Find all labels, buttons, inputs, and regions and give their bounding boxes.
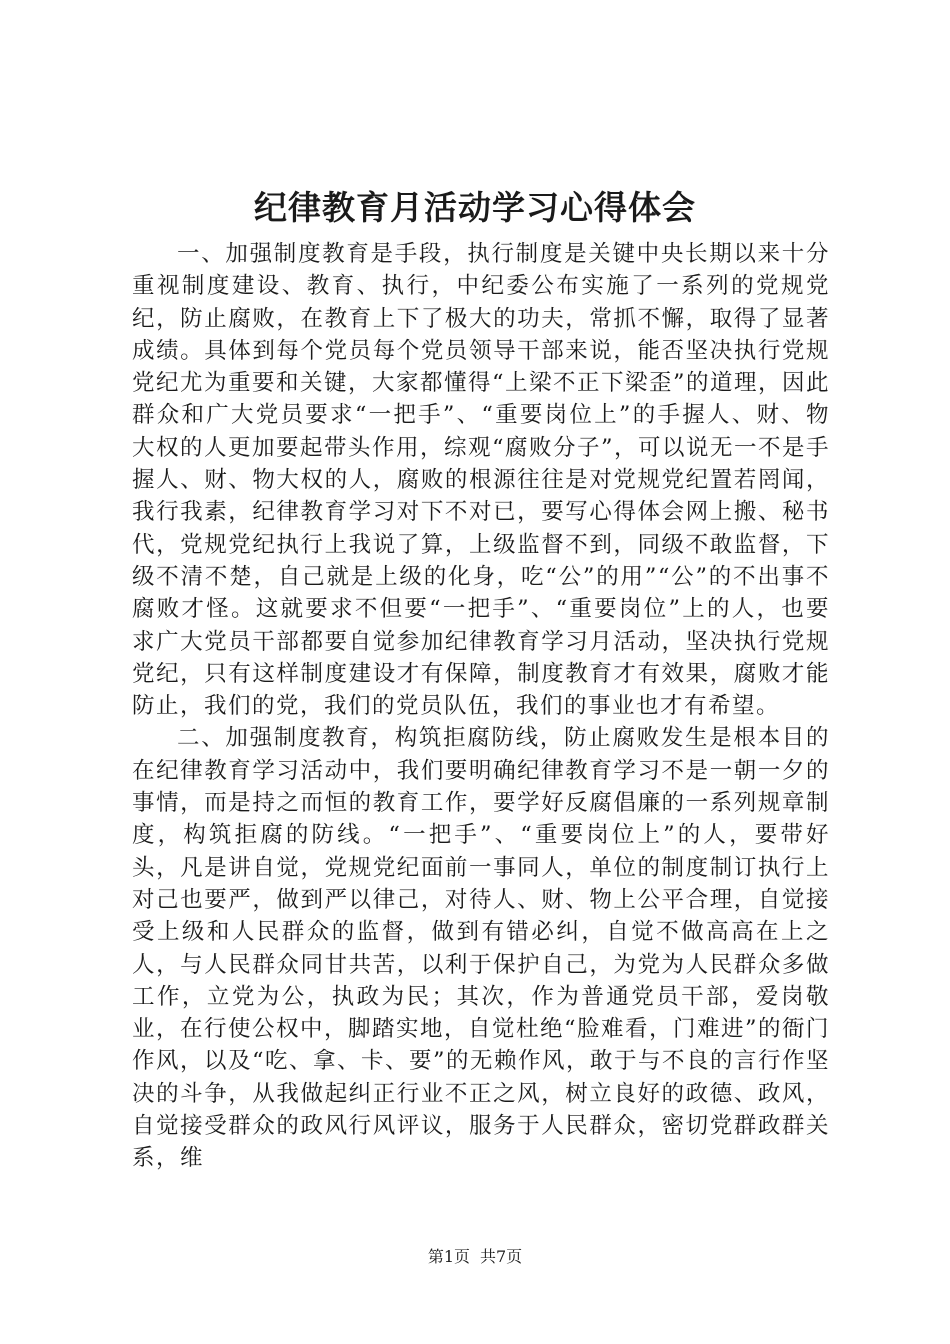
paragraph-2: 二、加强制度教育，构筑拒腐防线，防止腐败发生是根本目的在纪律教育学习活动中，我们要明确纪律教育学习不是一朝一夕的事情，而是持之而恒的教育工作，要学好反腐倡廉的一系列规章制度，构筑拒腐的防线。“一把手”、“重要岗位上”的人，要带好头，凡是讲自觉，党规党纪面前一事同人，单位的制度制订执行上对己也要严，做到严以律己，对待人、财、物上公平合理，自觉接受上级和人民群众的监督，做到有错必纠，自觉不做高高在上之人，与人民群众同甘共苦，以利于保护自己，为党为人民群众多做工作，立党为公，执政为民；其次，作为普通党员干部，爱岗敬业，在行使公权中，脚踏实地，自觉杜绝“脸难看，门难进”的衙门作风，以及“吃、拿、卡、要”的无赖作风，敢于与不良的言行作坚决的斗争，从我做起纠正行业不正之风，树立良好的政德、政风，自觉接受群众的政风行风评议，服务于人民群众，密切党群政群关系，维 — [132, 725, 831, 1172]
document-title: 纪律教育月活动学习心得体会 — [254, 188, 696, 227]
document-body — [132, 238, 830, 1175]
page-number: 第1页 — [427, 1247, 470, 1266]
page-total: 共7页 — [480, 1247, 523, 1266]
page-footer — [0, 1246, 950, 1268]
paragraph-1: 一、加强制度教育是手段，执行制度是关键中央长期以来十分重视制度建设、教育、执行，中纪委公布实施了一系列的党规党纪，防止腐败，在教育上下了极大的功夫，常抓不懈，取得了显著成绩。具体到每个党员每个党员领导干部来说，能否坚决执行党规党纪尤为重要和关键，大家都懂得“上梁不正下梁歪”的道理，因此群众和广大党员要求“一把手”、“重要岗位上”的手握人、财、物大权的人更加要起带头作用，综观“腐败分子”，可以说无一不是手握人、财、物大权的人，腐败的根源往往是对党规党纪置若罔闻，我行我素，纪律教育学习对下不对已，要写心得体会网上搬、秘书代，党规党纪执行上我说了算，上级监督不到，同级不敢监督，下级不清不楚，自己就是上级的化身，吃“公”的用”“公”的不出事不腐败才怪。这就要求不但要“一把手”、“重要岗位”上的人，也要求广大党员干部都要自觉参加纪律教育学习月活动，坚决执行党规党纪，只有这样制度建设才有保障，制度教育才有效果，腐败才能防止，我们的党，我们的党员队伍，我们的事业也才有希望。 — [132, 241, 831, 720]
